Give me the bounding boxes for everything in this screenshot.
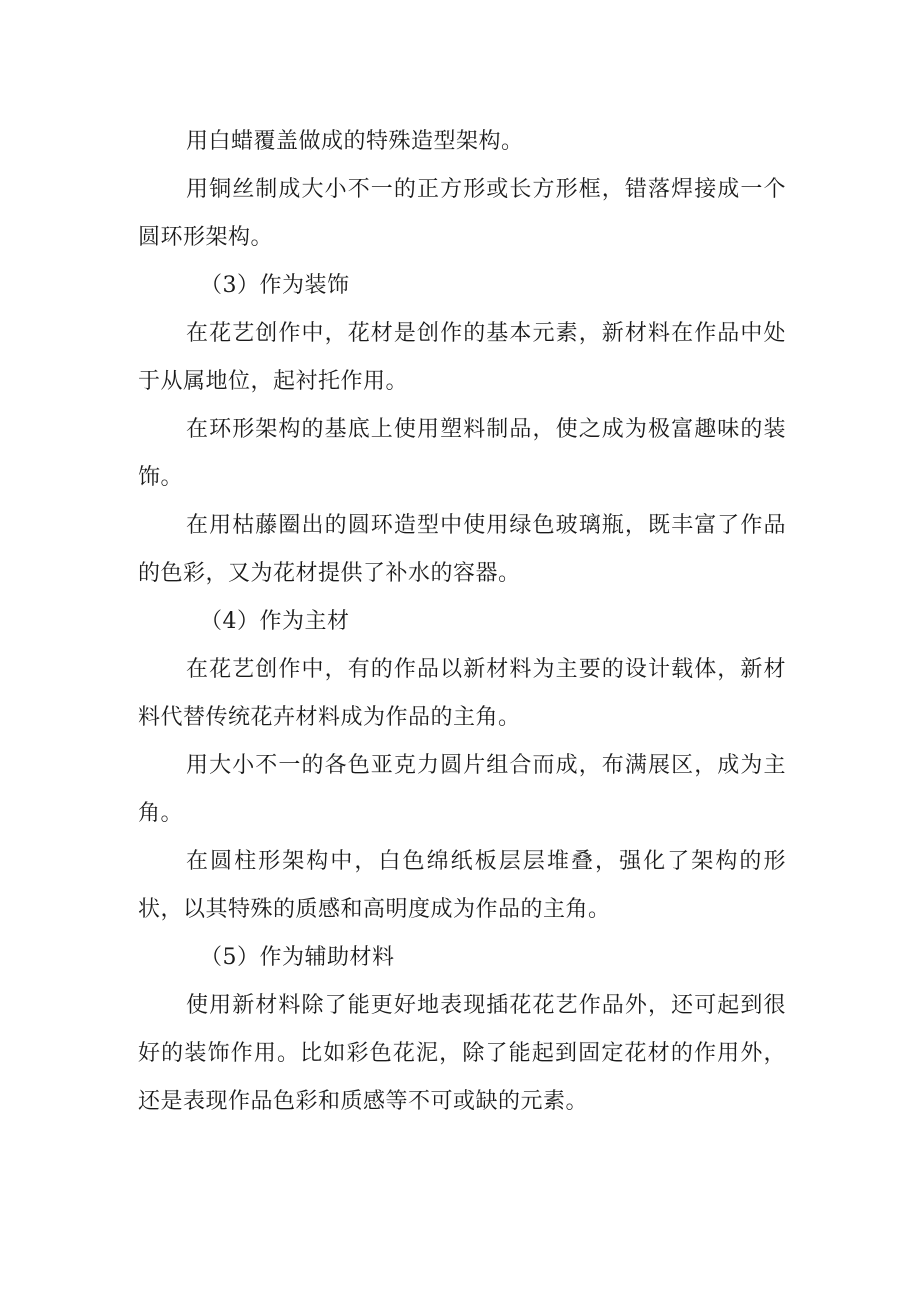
section-heading-decoration: （3）作为装饰	[200, 273, 350, 298]
paragraph-green-glass-bottles: 在用枯藤圈出的圆环造型中使用绿色玻璃瓶，既丰富了作品的色彩，又为花材提供了补水的容器。	[138, 513, 786, 586]
paragraph-auxiliary-role: 使用新材料除了能更好地表现插花花艺作品外，还可起到很好的装饰作用。比如彩色花泥，除了能起到固定花材的作用外，还是表现作品色彩和质感等不可或缺的元素。	[138, 993, 786, 1114]
section-heading-main-material: （4）作为主材	[200, 609, 350, 634]
paragraph-decoration-role: 在花艺创作中，花材是创作的基本元素，新材料在作品中处于从属地位，起衬托作用。	[138, 321, 786, 394]
paragraph-acrylic-discs: 用大小不一的各色亚克力圆片组合而成，布满展区，成为主角。	[138, 753, 786, 826]
paragraph-paperboard-stack: 在圆柱形架构中，白色绵纸板层层堆叠，强化了架构的形状，以其特殊的质感和高明度成为作品的主角。	[138, 849, 786, 922]
document-body	[138, 118, 786, 1126]
paragraph-wax-structure: 用白蜡覆盖做成的特殊造型架构。	[186, 129, 524, 154]
paragraph-plastic-products: 在环形架构的基底上使用塑料制品，使之成为极富趣味的装饰。	[138, 417, 786, 490]
section-heading-auxiliary-material: （5）作为辅助材料	[200, 945, 395, 970]
paragraph-main-material-role: 在花艺创作中，有的作品以新材料为主要的设计载体，新材料代替传统花卉材料成为作品的主角。	[138, 657, 786, 730]
paragraph-copper-wire-frame: 用铜丝制成大小不一的正方形或长方形框，错落焊接成一个圆环形架构。	[138, 177, 786, 250]
